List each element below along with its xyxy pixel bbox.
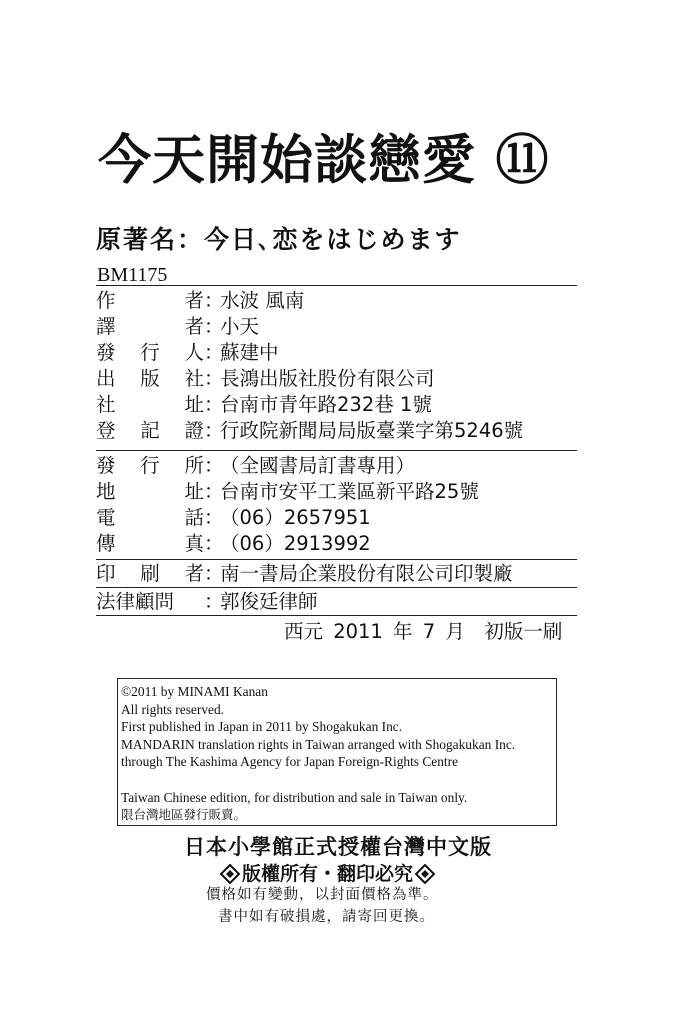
colon: ： [204,289,224,312]
credit-row [96,589,581,615]
credit-value: （全國書局訂書專用） [220,454,416,477]
credit-value: （06）2913992 [220,532,371,555]
credit-value: 台南市安平工業區新平路25號 [220,480,479,503]
credits-group-publisher [96,288,581,444]
credit-label: 法律顧問 [96,590,175,613]
divider [96,615,577,616]
divider [96,559,577,560]
colon: ： [204,480,224,503]
credit-label: 登 記 證 [96,419,204,442]
credit-label: 電 話 [96,506,204,529]
book-title: 今天開始談戀愛 ⑪ [98,130,550,191]
credit-value: 台南市青年路232巷 1號 [220,393,432,416]
colon: ： [204,532,224,555]
credit-value: 長鴻出版社股份有限公司 [220,367,435,390]
credit-row [96,366,581,392]
copyright-line: MANDARIN translation rights in Taiwan arranged with Shogakukan Inc. [121,736,516,752]
original-title: 原著名：今日､恋をはじめます [96,225,462,254]
colon: ： [204,315,224,338]
credit-row [96,479,581,505]
authorization-statement: 日本小學館正式授權台灣中文版 [184,835,492,859]
credit-row [96,288,581,314]
credit-row [96,561,581,587]
spacer [121,771,556,789]
credit-row [96,418,581,444]
credit-row [96,392,581,418]
credit-value: 蘇建中 [220,341,279,364]
credit-value: 南一書局企業股份有限公司印製廠 [220,562,513,585]
credit-label: 社 址 [96,393,204,416]
colon: ： [204,506,224,529]
credit-row [96,340,581,366]
credit-value: （06）2657951 [220,506,371,529]
colon: ： [204,341,224,364]
colon: ： [204,367,224,390]
colon: ： [204,454,224,477]
credits-group-legal [96,589,581,615]
rights-notice-text: 版權所有・翻印必究 [242,863,414,885]
credits-group-distributor [96,453,581,557]
credit-label: 發 行 人 [96,341,204,364]
price-note: 價格如有變動，以封面價格為準。 [206,887,439,903]
copyright-box [117,678,557,826]
edition-date: 西元 2011 年 7 月 初版一刷 [284,620,563,643]
colon: ： [204,419,224,442]
credit-value: 行政院新聞局局版臺業字第5246號 [220,419,524,442]
copyright-line: 限台灣地區發行販賣。 [121,807,247,823]
credits-group-printer [96,561,581,587]
diamond-icon [415,864,435,884]
divider [96,285,577,286]
copyright-line: First published in Japan in 2011 by Shogakukan Inc. [121,719,403,735]
colon: ： [204,393,224,416]
credit-value: 郭俊廷律師 [220,590,318,613]
divider [96,587,577,588]
credit-label: 作 者 [96,289,204,312]
credit-label: 出 版 社 [96,367,204,390]
damage-note: 書中如有破損處，請寄回更換。 [218,909,435,925]
credit-label: 譯 者 [96,315,204,338]
credit-row [96,531,581,557]
divider [96,450,577,451]
colon: ： [204,562,224,585]
book-code: BM1175 [97,264,168,286]
copyright-line: ©2011 by MINAMI Kanan [121,684,268,699]
copyright-line: through The Kashima Agency for Japan Foreign-Rights Centre [121,754,459,770]
credit-value: 水波 風南 [220,289,305,312]
credit-label: 傳 真 [96,532,204,555]
credit-row [96,314,581,340]
credit-label: 地 址 [96,480,204,503]
credit-value: 小天 [220,315,260,338]
copyright-line: Taiwan Chinese edition, for distribution and sale in Taiwan only. [121,789,468,805]
colon: ： [204,590,224,613]
copyright-line: All rights reserved. [121,701,225,717]
credit-label: 發 行 所 [96,454,204,477]
credit-label: 印 刷 者 [96,562,204,585]
credit-row [96,505,581,531]
diamond-icon [220,864,240,884]
credit-row [96,453,581,479]
